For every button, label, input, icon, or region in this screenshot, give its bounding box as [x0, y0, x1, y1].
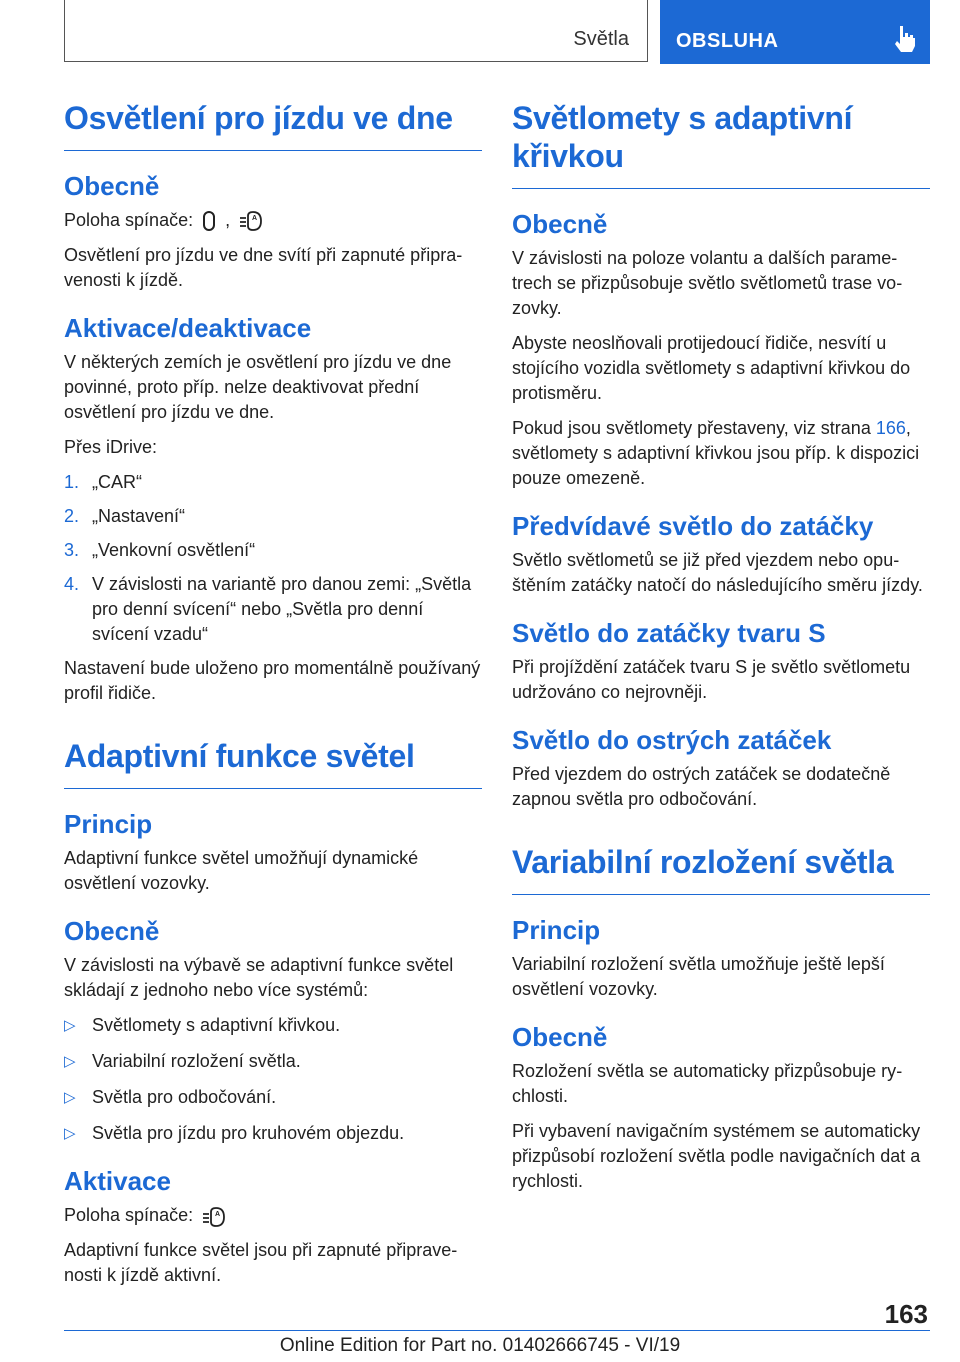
- adaptive-systems-list: [64, 1013, 482, 1146]
- list-item: 1. „CAR“: [64, 472, 142, 493]
- subheading-predictive-curve-light: Předvídavé světlo do zatáčky: [512, 510, 874, 541]
- subheading-general: Obecně: [512, 208, 608, 239]
- auto-headlight-icon: [202, 1206, 228, 1228]
- variable-principle-text: Variabilní rozložení světla umožňuje ještě lepší osvětlení vozovky.: [512, 954, 885, 1000]
- switch-position-label: Poloha spínače:: [64, 1205, 194, 1226]
- subheading-principle: Princip: [64, 808, 153, 839]
- subheading-activation: Aktivace: [64, 1166, 171, 1197]
- subheading-principle: Princip: [512, 915, 601, 945]
- list-item: ▷ Variabilní rozložení světla.: [64, 1051, 301, 1072]
- svg-text:A: A: [215, 1210, 221, 1218]
- header-section-title: Světla: [573, 28, 629, 50]
- page-reference-link[interactable]: 166: [875, 417, 906, 438]
- s-curve-text: Při projíždění zatáček tvaru S je světlo světlometu udržováno co nejrovněji.: [512, 657, 911, 703]
- activation-deactivation-text: V některých zemích je osvětlení pro jízdu ve dne povinné, proto příp. nelze deaktivovat přední osvětlení pro jízdu ve dne.: [64, 352, 452, 423]
- switch-position-line: [64, 208, 482, 233]
- hand-pointer-icon: [892, 24, 918, 54]
- heading-adaptive-lights: Adaptivní funkce světel: [64, 738, 482, 789]
- curve-general-text-2: Abyste neoslňovali protijedoucí řidiče, nesvítí u stojícího vozidla světlomety s adaptivní křivkou do protisměru.: [512, 332, 911, 403]
- list-item: ▷ Světla pro jízdu pro kruhovém objezdu.: [64, 1123, 405, 1144]
- switch-off-icon: [202, 210, 216, 232]
- heading-daytime-lights: Osvětlení pro jízdu ve dne: [64, 100, 482, 151]
- subheading-sharp-curve-light: Světlo do ostrých zatáček: [512, 725, 832, 756]
- left-column: [64, 100, 482, 1298]
- switch-position-label: Poloha spínače:: [64, 209, 194, 230]
- switch-separator: ,: [225, 209, 231, 230]
- activation-text: Adaptivní funkce světel jsou při zapnuté připravenosti k jízdě aktivní.: [64, 1240, 458, 1286]
- page-number: 163: [884, 1299, 928, 1329]
- right-column: [512, 100, 930, 1204]
- header-chapter-tab: [660, 0, 930, 64]
- activation-switch-line: [64, 1203, 482, 1228]
- header-chapter-label: OBSLUHA: [676, 30, 779, 52]
- heading-variable-light-distribution: Variabilní rozložení světla: [512, 844, 930, 895]
- settings-saved-text: Nastavení bude uloženo pro momentálně používaný profil řidiče.: [64, 658, 481, 704]
- svg-text:A: A: [252, 215, 258, 223]
- adaptive-general-text: V závislosti na výbavě se adaptivní funkce světel skládají z jednoho nebo více systémů:: [64, 955, 454, 1001]
- subheading-general-1: Obecně: [64, 170, 160, 201]
- sharp-curve-text: Před vjezdem do ostrých zatáček se dodatečně zapnou světla pro odbočování.: [512, 764, 891, 810]
- variable-general-text-1: Rozložení světla se automaticky přizpůsobuje rychlosti.: [512, 1061, 903, 1107]
- list-item: 2. „Nastavení“: [64, 506, 186, 527]
- curve-general-text-3: Pokud jsou světlomety přestaveny, viz strana 166, světlomety s adaptivní křivkou jsou příp. k dispozici pouze omezeně.: [512, 417, 920, 488]
- subheading-activation-deactivation: Aktivace/deaktivace: [64, 312, 312, 343]
- daytime-lights-general-text: Osvětlení pro jízdu ve dne svítí při zapnuté připravenosti k jízdě.: [64, 244, 463, 290]
- auto-headlight-icon: [239, 210, 265, 232]
- principle-text: Adaptivní funkce světel umožňují dynamické osvětlení vozovky.: [64, 848, 419, 894]
- idrive-label: Přes iDrive:: [64, 437, 158, 458]
- curve-general-text-1: V závislosti na poloze volantu a dalších parametrech se přizpůsobuje světlo světlometů trase vozovky.: [512, 247, 903, 318]
- heading-adaptive-curve-headlights: Světlomety s adaptivní křivkou: [512, 100, 930, 189]
- predictive-curve-text: Světlo světlometů se již před vjezdem nebo opuštěním zatáčky natočí do následujícího směru jízdy.: [512, 549, 923, 595]
- idrive-steps: [64, 470, 482, 647]
- list-item: ▷ Světlomety s adaptivní křivkou.: [64, 1015, 341, 1036]
- subheading-general-2: Obecně: [64, 916, 160, 947]
- page-header: [64, 0, 930, 64]
- header-frame: [64, 0, 648, 62]
- list-item: 3. „Venkovní osvětlení“: [64, 540, 256, 561]
- subheading-s-curve-light: Světlo do zatáčky tvaru S: [512, 617, 826, 648]
- variable-general-text-2: Při vybavení navigačním systémem se automaticky přizpůsobí rozložení světla podle navigačních dat a rychlosti.: [512, 1121, 921, 1192]
- footer-divider: [64, 1330, 930, 1331]
- list-item: ▷ Světla pro odbočování.: [64, 1087, 277, 1108]
- footer-edition: Online Edition for Part no. 01402666745 - VI/19: [279, 1335, 681, 1356]
- subheading-general-2: Obecně: [512, 1022, 608, 1053]
- list-item: 4. V závislosti na variantě pro danou zemi: „Světla pro denní svícení“ nebo „Světla pro denní svícení vzadu“: [64, 574, 472, 645]
